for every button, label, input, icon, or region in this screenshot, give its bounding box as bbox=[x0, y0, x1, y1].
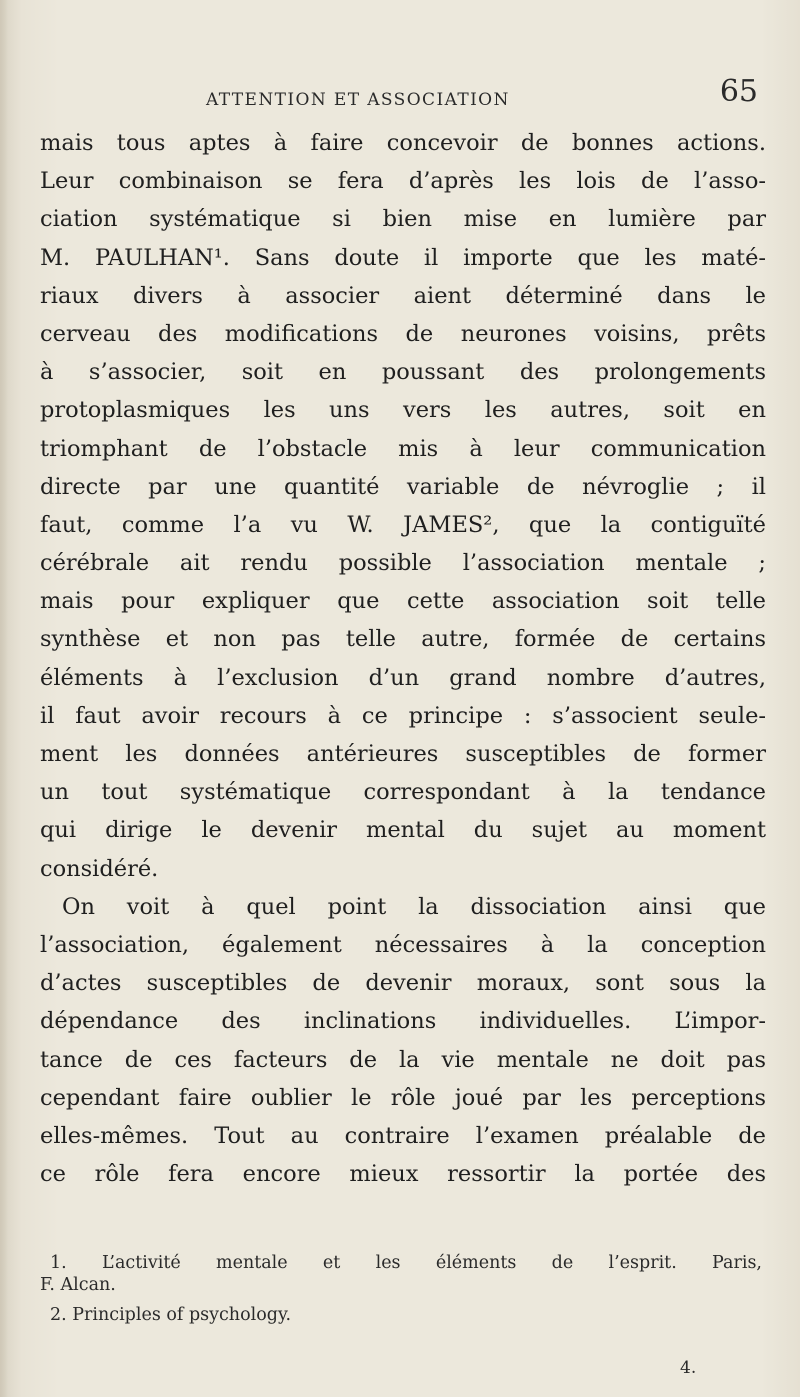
text-line: qui dirige le devenir mental du sujet au moment bbox=[40, 817, 766, 844]
text-line: On voit à quel point la dissociation ainsi que bbox=[62, 893, 766, 920]
text-line: considéré. bbox=[40, 855, 159, 882]
running-head bbox=[30, 70, 770, 110]
text-line: protoplasmiques les uns vers les autres, soit en bbox=[40, 397, 766, 424]
text-line: mais tous aptes à faire concevoir de bonnes actions. bbox=[40, 130, 766, 156]
text-line: mais pour expliquer que cette association soit telle bbox=[40, 588, 766, 615]
text-line: l’association, également nécessaires à la conception bbox=[40, 931, 766, 958]
text-line: à s’associer, soit en poussant des prolongements bbox=[40, 359, 766, 386]
text-line: riaux divers à associer aient déterminé dans le bbox=[40, 282, 766, 309]
footnote-1-continued: F. Alcan. bbox=[40, 1275, 116, 1295]
text-line: ce rôle fera encore mieux ressortir la portée des bbox=[40, 1161, 766, 1188]
footnotes bbox=[40, 1252, 766, 1326]
text-line: cérébrale ait rendu possible l’association mentale ; bbox=[40, 550, 766, 577]
text-line: ciation systématique si bien mise en lumière par bbox=[40, 206, 766, 233]
text-line: Leur combinaison se fera d’après les lois de l’asso- bbox=[40, 168, 766, 195]
running-title: ATTENTION ET ASSOCIATION bbox=[206, 90, 510, 110]
text-line: tance de ces facteurs de la vie mentale ne doit pas bbox=[40, 1046, 766, 1073]
text-line: dépendance des inclinations individuelles. L’impor- bbox=[40, 1008, 766, 1035]
text-line: cependant faire oublier le rôle joué par les perceptions bbox=[40, 1084, 766, 1111]
text-line: triomphant de l’obstacle mis à leur communication bbox=[40, 435, 766, 462]
text-line: éléments à l’exclusion d’un grand nombre d’autres, bbox=[40, 664, 766, 691]
text-line: ment les données antérieures susceptibles de former bbox=[40, 741, 766, 767]
signature-mark: 4. bbox=[680, 1358, 697, 1378]
text-line: un tout systématique correspondant à la tendance bbox=[40, 779, 766, 806]
text-line: d’actes susceptibles de devenir moraux, sont sous la bbox=[40, 970, 766, 997]
body-text bbox=[40, 124, 766, 1193]
text-line: elles-mêmes. Tout au contraire l’examen préalable de bbox=[40, 1122, 766, 1149]
text-line: cerveau des modifications de neurones voisins, prêts bbox=[40, 320, 766, 347]
page-spine-shadow bbox=[0, 0, 8, 1397]
page-number: 65 bbox=[719, 74, 758, 109]
text-line: synthèse et non pas telle autre, formée de certains bbox=[40, 626, 766, 653]
footnote-2: 2. Principles of psychology. bbox=[50, 1305, 292, 1325]
text-line: directe par une quantité variable de névroglie ; il bbox=[40, 473, 766, 500]
text-line: faut, comme l’a vu W. JAMES², que la contiguïté bbox=[40, 511, 766, 538]
footnote-1: 1. L’activité mentale et les éléments de l’esprit. Paris, bbox=[50, 1253, 762, 1273]
text-line: M. PAULHAN¹. Sans doute il importe que les maté- bbox=[40, 244, 766, 271]
text-line: il faut avoir recours à ce principe : s’associent seule- bbox=[40, 702, 766, 729]
